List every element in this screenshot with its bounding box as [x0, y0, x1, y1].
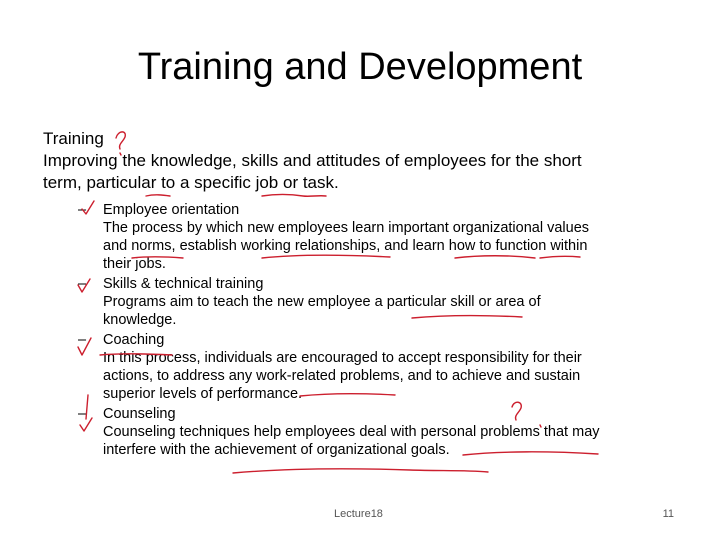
- page-number: 11: [662, 508, 674, 520]
- bullet-label: Skills & technical training: [103, 276, 264, 292]
- description-line: and norms, establish working relationships, and learn how to function within: [103, 238, 588, 254]
- bullet-dash: –: [78, 332, 87, 348]
- bullet-item-coaching: [78, 331, 678, 403]
- description-line: actions, to address any work-related problems, and to achieve and sustain: [103, 368, 581, 384]
- description-line: interfere with the achievement of organizational goals.: [103, 442, 450, 458]
- intro-block: [43, 128, 683, 194]
- bullet-description: [103, 219, 678, 273]
- bullet-dash: –: [78, 202, 87, 218]
- bullet-dash: –: [78, 406, 87, 422]
- description-line: knowledge.: [103, 312, 177, 328]
- description-line: Counseling techniques help employees deal with personal problems that may: [103, 424, 600, 440]
- bullet-item-skills-training: [78, 275, 678, 329]
- bullet-description: [103, 349, 678, 403]
- description-line: their jobs.: [103, 256, 166, 272]
- bullet-item-counseling: [78, 405, 678, 459]
- bullet-label: Employee orientation: [103, 202, 240, 218]
- underline-achievement: [233, 469, 488, 473]
- bullet-dash: –: [78, 276, 87, 292]
- bullet-description: [103, 423, 678, 459]
- underline-particular: [146, 195, 170, 196]
- bullet-list: [78, 201, 678, 459]
- bullet-description: [103, 293, 678, 329]
- description-line: Programs aim to teach the new employee a particular skill or area of: [103, 294, 541, 310]
- intro-line: Improving the knowledge, skills and attitudes of employees for the short: [43, 151, 582, 170]
- bullet-label: Counseling: [103, 406, 176, 422]
- underline-job: [262, 195, 326, 197]
- description-line: superior levels of performance.: [103, 386, 303, 402]
- footer-lecture: Lecture18: [334, 508, 383, 520]
- bullet-label: Coaching: [103, 332, 165, 348]
- intro-line: term, particular to a specific job or task.: [43, 173, 339, 192]
- description-line: The process by which new employees learn important organizational values: [103, 220, 590, 236]
- slide-title: Training and Development: [137, 46, 583, 88]
- description-line: In this process, individuals are encouraged to accept responsibility for their: [103, 350, 582, 366]
- bullet-item-employee-orientation: [78, 201, 678, 273]
- intro-heading: Training: [43, 129, 104, 148]
